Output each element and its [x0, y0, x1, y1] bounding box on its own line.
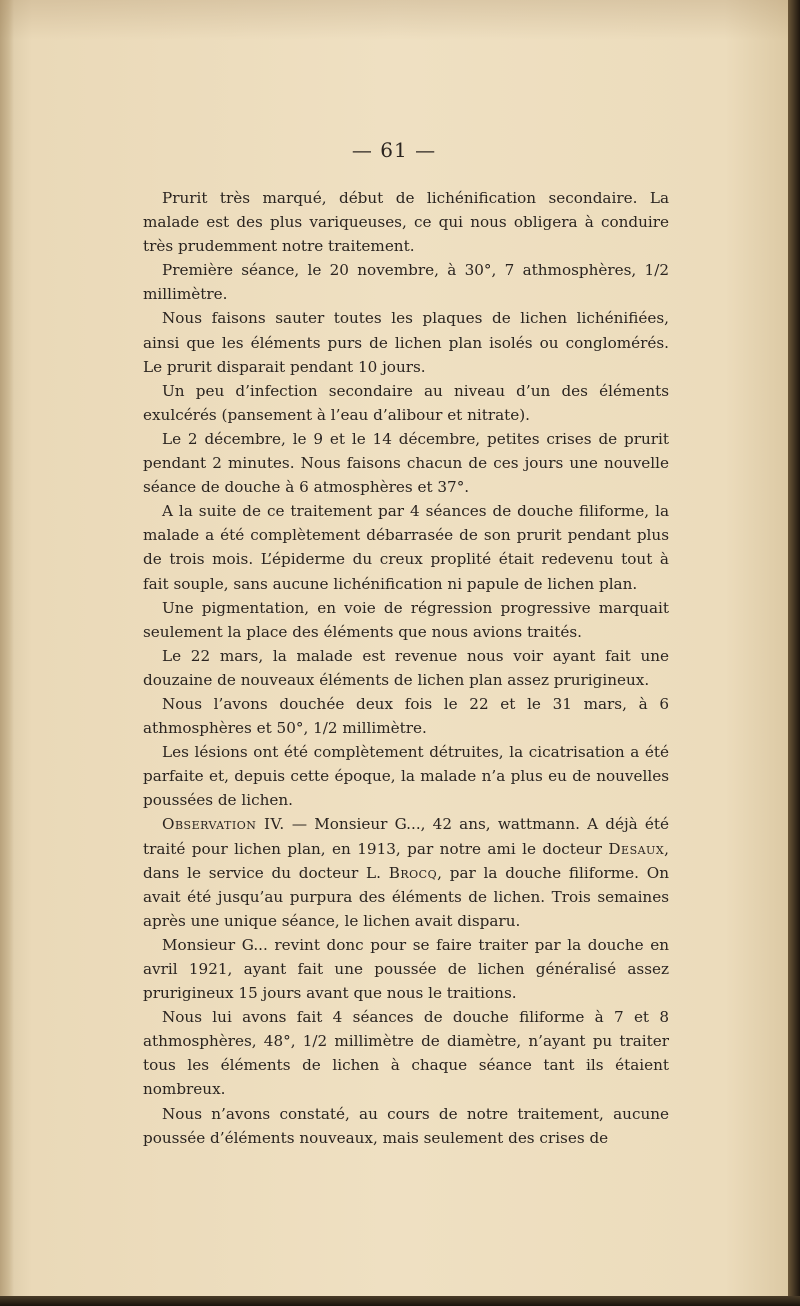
page-bottom-shadow [0, 1296, 800, 1306]
paragraph: Prurit très marqué, début de lichénification secondaire. La malade est des plus variqueuses, ce qui nous obligera à conduire très prudemment notre traitement. [143, 189, 669, 256]
paragraph: Une pigmentation, en voie de régression progressive marquait seulement la place des éléments que nous avions traités. [143, 598, 669, 641]
observation-text: — Monsieur G..., 42 ans, wattmann. A déjà été traité pour lichen plan, en 1913, par notre ami le docteur [143, 815, 669, 858]
paragraph: Les lésions ont été complètement détruites, la cicatrisation a été parfaite et, depuis cette époque, la malade n’a plus eu de nouvelles poussées de lichen. [143, 743, 669, 810]
paragraph: Un peu d’infection secondaire au niveau d’un des éléments exulcérés (pansement à l’eau d’alibour et nitrate). [143, 381, 669, 424]
paragraph: A la suite de ce traitement par 4 séances de douche filiforme, la malade a été complètement débarrasée de son prurit pendant plus de trois mois. L’épiderme du creux proplité était redevenu tout à fait souple, sans aucune lichénification ni papule de lichen plan. [143, 502, 669, 593]
person-name: Desaux [608, 839, 665, 858]
page-number: — 61 — [351, 138, 437, 162]
observation-text: , par la douche filiforme. On avait été jusqu’au purpura des éléments de lichen. Trois semaines après une unique séance, le lichen avait disparu. [143, 863, 669, 930]
observation-text: , dans le service du docteur L. [143, 839, 669, 882]
paragraph: Nous l’avons douchée deux fois le 22 et le 31 mars, à 6 athmosphères et 50°, 1/2 millimètre. [143, 694, 669, 738]
person-name: Brocq [388, 863, 438, 882]
paragraph: Le 22 mars, la malade est revenue nous voir ayant fait une douzaine de nouveaux éléments de lichen plan assez prurigineux. [143, 646, 669, 689]
body-text [143, 186, 669, 1150]
observation-paragraph [143, 812, 669, 932]
paragraph: Première séance, le 20 novembre, à 30°, 7 athmosphères, 1/2 millimètre. [143, 261, 669, 304]
page-edge-shadow [788, 0, 800, 1306]
observation-label: Observation IV. [162, 815, 285, 834]
paragraph: Le 2 décembre, le 9 et le 14 décembre, petites crises de prurit pendant 2 minutes. Nous faisons chacun de ces jours une nouvelle séance de douche à 6 atmosphères et 37°. [143, 429, 669, 497]
paragraph: Nous lui avons fait 4 séances de douche filiforme à 7 et 8 athmosphères, 48°, 1/2 millimètre de diamètre, n’ayant pu traiter tous les éléments de lichen à chaque séance tant ils étaient nombreux. [143, 1008, 669, 1099]
paragraph: Nous faisons sauter toutes les plaques de lichen lichénifiées, ainsi que les éléments purs de lichen plan isolés ou conglomérés. Le prurit disparait pendant 10 jours. [143, 309, 669, 376]
paragraph: Monsieur G... revint donc pour se faire traiter par la douche en avril 1921, ayant fait une poussée de lichen généralisé assez prurigineux 15 jours avant que nous le traitions. [143, 935, 669, 1003]
paragraph: Nous n’avons constaté, au cours de notre traitement, aucune poussée d’éléments nouveaux, mais seulement des crises de [143, 1104, 669, 1147]
